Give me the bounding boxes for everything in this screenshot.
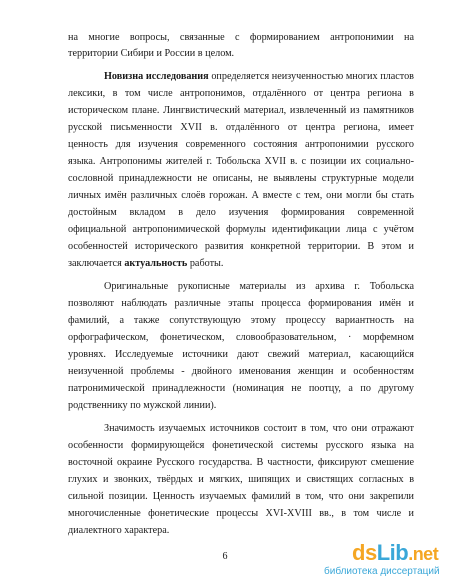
text-line: сильной позиции. Ценность изучаемых фамилий в том, что они закрепили (68, 491, 414, 502)
text-line: орфографическом, фонетическом, словообразовательном, · морфемном (68, 332, 414, 343)
text-line: на многие вопросы, связанные с формированием антропонимии на (68, 32, 414, 43)
text-line: официальной антропонимической формулы идентификации лица с учётом (68, 224, 414, 235)
text-line: ценность для изучения современного состояния антропонимии русского (68, 139, 414, 150)
text-line: Новизна исследования определяется неизученностью многих пластов (104, 71, 414, 82)
term-relevance: актуальность (124, 258, 188, 269)
text-line: лексики, в том числе антропонимов, отдалённого от центра региона в (68, 88, 414, 99)
text-line: восточной окраине Русского государства. В частности, фиксируют смешение (68, 457, 414, 468)
text-line: Оригинальные рукописные материалы из архива г. Тобольска (104, 281, 414, 292)
text-line: заключается актуальность работы. (68, 258, 224, 269)
text-line: родственнику по мужской линии). (68, 400, 217, 411)
watermark-subtitle: библиотека диссертаций (324, 566, 440, 577)
text-line: территории Сибири и России в целом. (68, 48, 235, 59)
text-line: личных имён различных слоёв горожан. А вместе с тем, они могли бы стать (68, 190, 414, 201)
text-line: особенностей исторического развития конкретной территории. В этом и (68, 241, 414, 252)
watermark (322, 540, 444, 578)
text-line: русской письменности XVII в. отдалённого от центра региона, имеет (68, 122, 414, 133)
text-line: многочисленные фонетические процессы XVI-XVIII вв., в том числе и (68, 508, 414, 519)
text-line: языка. Антропонимы жителей г. Тобольска XVII в. с позиции их социально- (68, 156, 414, 167)
text-line: сословной принадлежности не описаны, не выявлены структурные модели (68, 173, 414, 184)
text-line: патронимической принадлежности (номинация не поотцу, а по другому (68, 383, 414, 394)
text-line: достойным вкладом в дело изучения формирования современной (68, 207, 414, 218)
text-line: глухих и звонких, твёрдых и мягких, шипящих и свистящих согласных в (68, 474, 414, 485)
text-line: историческом плане. Лингвистический материал, извлеченный из памятников (68, 105, 414, 116)
text-line: неизученной проблемы - двойного именования женщин и особенностям (68, 366, 414, 377)
page-number: 6 (222, 551, 228, 562)
text-line: особенности формирующейся фонетической системы русского языка на (68, 440, 414, 451)
text-line: позволяют наблюдать различные этапы процесса формирования имён и (68, 298, 414, 309)
text-line: уровнях. Исследуемые источники дают свежий материал, касающийся (68, 349, 414, 360)
term-novelty: Новизна исследования (104, 71, 209, 82)
text-line: Значимость изучаемых источников состоит в том, что они отражают (104, 423, 414, 434)
text-line: диалектного характера. (68, 525, 170, 536)
watermark-logo: dsLib.net (352, 540, 439, 565)
text-line: фамилий, а также сопутствующую этому процессу вариантность на (68, 315, 414, 326)
